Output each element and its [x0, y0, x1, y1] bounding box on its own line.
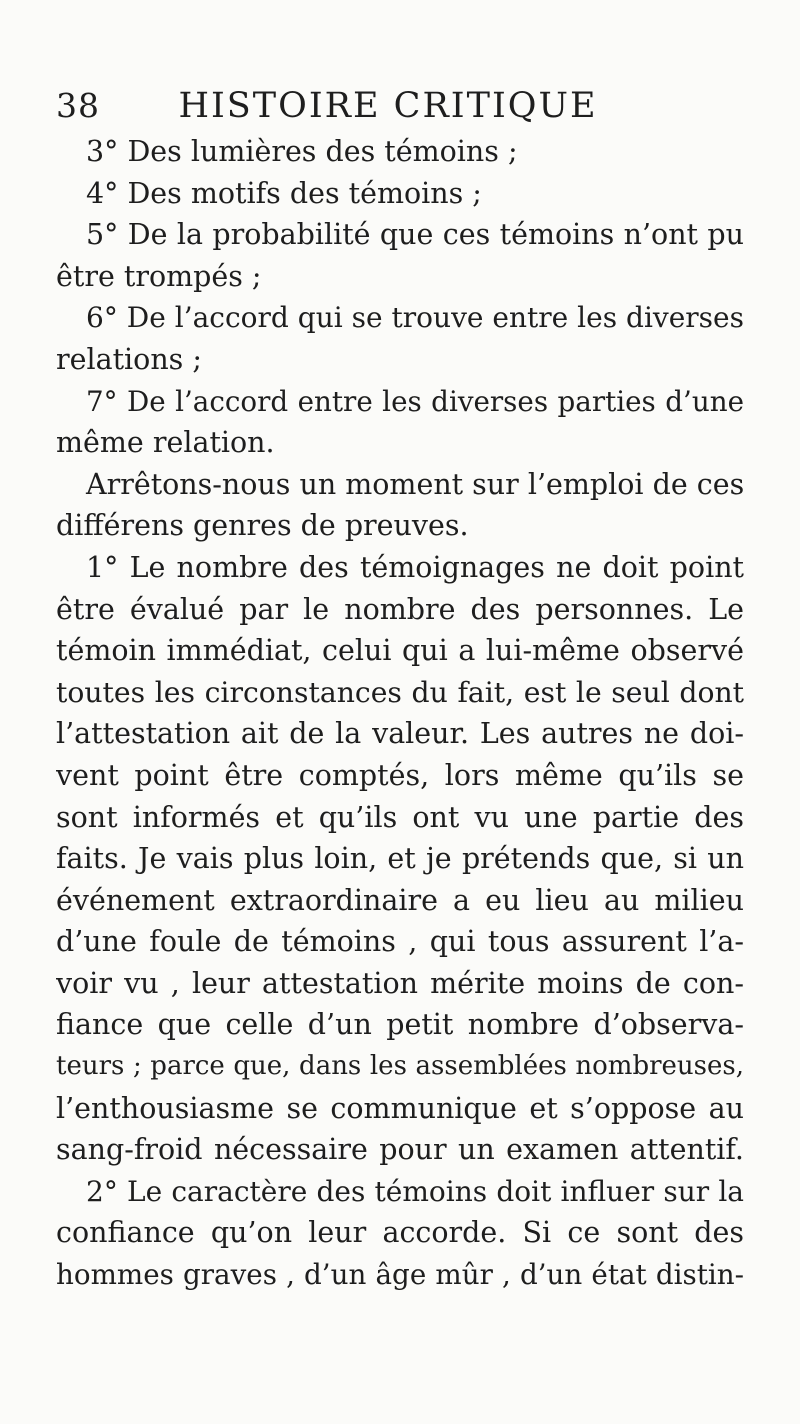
page-header [56, 84, 720, 128]
text-line: toutes les circonstances du fait, est le seul dont [56, 675, 744, 709]
text-line: 1° Le nombre des témoignages ne doit point [86, 550, 744, 584]
text-line: confiance qu’on leur accorde. Si ce sont des [56, 1216, 744, 1250]
text-line: faits. Je vais plus loin, et je prétends que, si un [56, 842, 744, 876]
text-line: être trompés ; [56, 259, 262, 293]
text-line: sang-froid nécessaire pour un examen attentif. [56, 1133, 744, 1167]
running-title: HISTOIRE CRITIQUE [178, 86, 598, 126]
text-line: voir vu , leur attestation mérite moins de con- [56, 966, 744, 1000]
text-line: relations ; [56, 342, 202, 376]
text-line: sont informés et qu’ils ont vu une partie des [56, 800, 744, 834]
text-line: différens genres de preuves. [56, 509, 469, 543]
text-line: être évalué par le nombre des personnes. Le [56, 592, 744, 626]
text-line: événement extraordinaire a eu lieu au milieu [56, 883, 744, 917]
text-line: 5° De la probabilité que ces témoins n’ont pu [86, 218, 744, 252]
text-line: l’enthousiasme se communique et s’oppose au [56, 1091, 744, 1125]
text-line: 2° Le caractère des témoins doit influer sur la [86, 1174, 744, 1208]
text-line: 4° Des motifs des témoins ; [86, 176, 482, 210]
text-line: fiance que celle d’un petit nombre d’observa- [56, 1008, 744, 1042]
text-line: 3° Des lumières des témoins ; [86, 135, 518, 168]
text-line: Arrêtons-nous un moment sur l’emploi de ces [86, 467, 744, 501]
text-line: 6° De l’accord qui se trouve entre les diverses [86, 301, 744, 335]
page-number: 38 [56, 86, 100, 125]
text-line: 7° De l’accord entre les diverses parties d’une [86, 384, 744, 418]
text-line: hommes graves , d’un âge mûr , d’un état distin- [56, 1258, 744, 1292]
text-line: vent point être comptés, lors même qu’ils se [56, 758, 744, 792]
text-line: teurs ; parce que, dans les assemblées nombreuses, [56, 1051, 744, 1082]
text-line: témoin immédiat, celui qui a lui-même observé [56, 634, 744, 668]
text-line: d’une foule de témoins , qui tous assurent l’a- [56, 925, 744, 959]
body-text [56, 131, 744, 1296]
text-line: l’attestation ait de la valeur. Les autres ne doi- [56, 717, 744, 751]
text-line: même relation. [56, 426, 275, 460]
